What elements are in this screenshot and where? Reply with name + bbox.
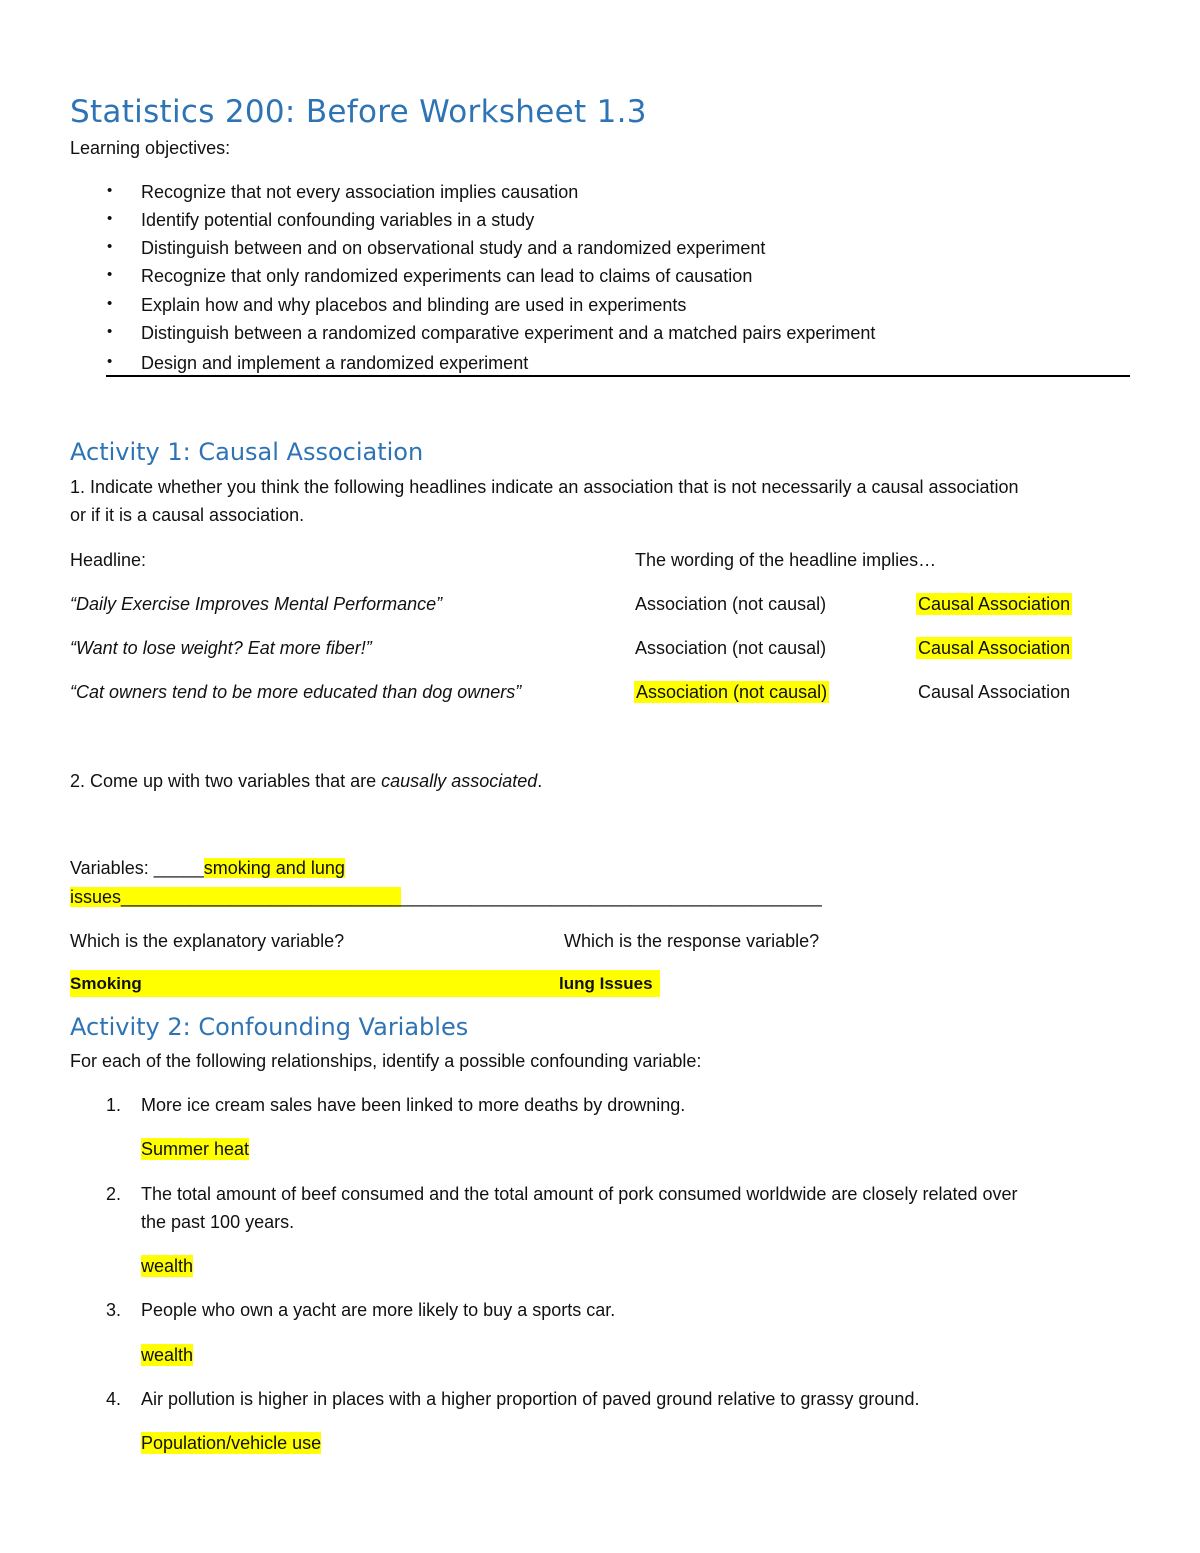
objective-item: Distinguish between and on observational study and a randomized experiment: [141, 238, 766, 258]
response-question: Which is the response variable?: [564, 931, 820, 951]
confounder-answer[interactable]: Summer heat: [141, 1139, 250, 1159]
bullet-icon: •: [107, 210, 113, 227]
column-header-headline: Headline:: [70, 550, 147, 570]
option-association-selected[interactable]: Association (not causal): [636, 682, 828, 702]
variables-label: Variables: _____: [70, 858, 204, 878]
headline-text: “Want to lose weight? Eat more fiber!”: [70, 638, 372, 658]
bullet-icon: •: [107, 323, 113, 340]
response-answer[interactable]: lung Issues: [559, 974, 653, 993]
explanatory-question: Which is the explanatory variable?: [70, 931, 345, 951]
q2-italic: causally associated: [381, 771, 538, 791]
relationship-text: Air pollution is higher in places with a higher proportion of paved ground relative to grassy ground.: [141, 1389, 920, 1409]
item-number: 3.: [106, 1300, 122, 1320]
option-causal-selected[interactable]: Causal Association: [918, 594, 1071, 614]
item-number: 1.: [106, 1095, 122, 1115]
option-causal[interactable]: Causal Association: [918, 682, 1071, 702]
activity1-question2: [70, 770, 542, 792]
section-divider: [106, 375, 1130, 377]
objective-item: Design and implement a randomized experiment: [141, 353, 529, 373]
q2-prefix: 2. Come up with two variables that are: [70, 771, 382, 791]
confounder-answer[interactable]: Population/vehicle use: [141, 1433, 322, 1453]
objectives-label: Learning objectives:: [70, 138, 231, 158]
confounder-answer[interactable]: wealth: [141, 1345, 194, 1365]
activity1-question1-line2: or if it is a causal association.: [70, 505, 305, 525]
confounder-answer[interactable]: wealth: [141, 1256, 194, 1276]
relationship-text: The total amount of beef consumed and the total amount of pork consumed worldwide are closely related over: [141, 1184, 1018, 1204]
variables-line2: [70, 886, 822, 908]
bullet-icon: •: [107, 266, 113, 283]
activity1-question1-line1: 1. Indicate whether you think the following headlines indicate an association that is not necessarily a causal association: [70, 477, 1019, 497]
relationship-text-continued: the past 100 years.: [141, 1212, 295, 1232]
headline-text: “Daily Exercise Improves Mental Performance”: [70, 594, 443, 614]
objective-item: Recognize that only randomized experiments can lead to claims of causation: [141, 266, 753, 286]
variables-line1: [70, 857, 345, 879]
column-header-wording: The wording of the headline implies…: [635, 550, 937, 570]
objective-item: Recognize that not every association implies causation: [141, 182, 579, 202]
bullet-icon: •: [107, 238, 113, 255]
variables-blank: __________________________________________: [401, 887, 822, 907]
activity1-heading: Activity 1: Causal Association: [70, 438, 424, 466]
option-causal-selected[interactable]: Causal Association: [918, 638, 1071, 658]
page-title: Statistics 200: Before Worksheet 1.3: [70, 94, 647, 130]
variables-answer[interactable]: smoking and lung: [203, 858, 345, 878]
bullet-icon: •: [107, 295, 113, 312]
objective-item: Distinguish between a randomized comparative experiment and a matched pairs experiment: [141, 323, 876, 343]
relationship-text: People who own a yacht are more likely to buy a sports car.: [141, 1300, 616, 1320]
option-association[interactable]: Association (not causal): [635, 638, 827, 658]
bullet-icon: •: [107, 353, 113, 370]
objective-item: Explain how and why placebos and blinding are used in experiments: [141, 295, 687, 315]
item-number: 2.: [106, 1184, 122, 1204]
explanatory-answer[interactable]: Smoking: [70, 974, 142, 993]
objective-item: Identify potential confounding variables in a study: [141, 210, 535, 230]
option-association[interactable]: Association (not causal): [635, 594, 827, 614]
relationship-text: More ice cream sales have been linked to more deaths by drowning.: [141, 1095, 686, 1115]
bullet-icon: •: [107, 182, 113, 199]
activity2-intro: For each of the following relationships, identify a possible confounding variable:: [70, 1051, 702, 1071]
q2-suffix: .: [537, 771, 543, 791]
headline-text: “Cat owners tend to be more educated than dog owners”: [70, 682, 522, 702]
variables-answer-continued[interactable]: issues____________________________: [70, 887, 402, 907]
item-number: 4.: [106, 1389, 122, 1409]
activity2-heading: Activity 2: Confounding Variables: [70, 1013, 469, 1041]
